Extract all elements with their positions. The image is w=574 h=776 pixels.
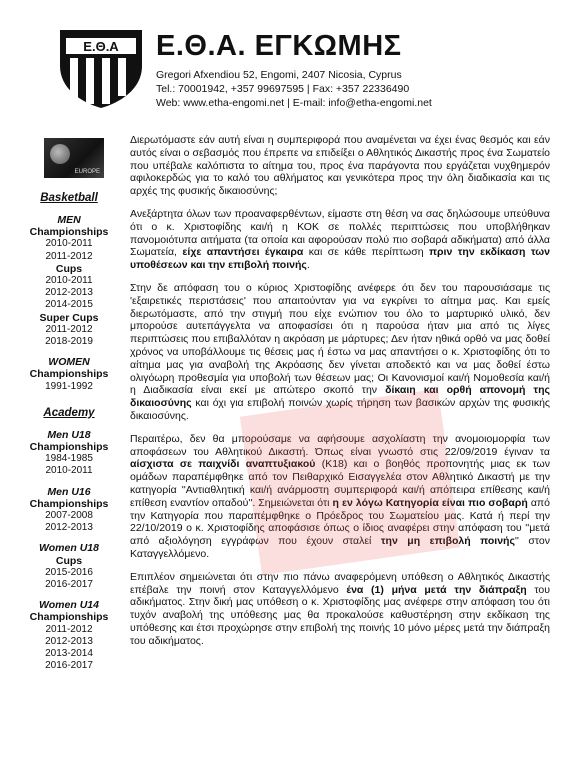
honours-group	[14, 429, 124, 478]
honours-season: 2010-2011	[45, 275, 93, 287]
emphasized-text: ένα (1) μήνα μετά την διάπραξη	[346, 583, 527, 596]
club-name: Ε.Θ.Α. ΕΓΚΩΜΗΣ	[156, 30, 402, 62]
emphasized-text: την μη επιβολή ποινής	[380, 535, 515, 548]
logo-caption: EUROPE	[74, 169, 100, 175]
honours-category: Championships	[29, 368, 109, 381]
honours-category: Championships	[29, 441, 109, 454]
body-paragraph	[130, 282, 550, 423]
body-paragraph	[130, 571, 550, 648]
honours-season: 2014-2015	[45, 299, 93, 311]
paragraph-text: '' στον Καταγγελλόμενο.	[130, 535, 550, 560]
honours-group-title: Women U18	[39, 542, 99, 555]
honours-group	[14, 486, 124, 535]
honours-sidebar	[14, 138, 124, 681]
paragraph-text: (Κ18) και ο βοηθός προπονητής μιας εκ των ομάδων παραπέμφθηκε από τον Πειθαρχικό Εισαγγελέα στον Αθλητικό Δικαστή με την κατηγορία ''Αντιαθλητική και/ή ανάρμοστη συμπεριφορά και/ή απόπειρα επίθεσης και/ή επίθεση εναντίον οπαδού''. Σημειώνεται ότι	[130, 458, 550, 509]
honours-group	[14, 356, 124, 393]
paragraph-text: από την Κατηγορία που παραπέμφθηκε ο Πρόεδρος του Σωματείου μας. Κατά ή περί την 22/10/2019 ο κ. Χριστοφίδης αποφάσισε όπως ο ίδιος αναφέρει στην απόφαση του ''μετά από αξιολόγηση εγγράφων που έχουν σταλεί	[130, 496, 551, 548]
address-line: Gregori Afxendiou 52, Engomi, 2407 Nicosia, Cyprus	[156, 69, 402, 81]
honours-season: 2012-2013	[45, 522, 93, 534]
emphasized-text: αίσχιστα σε παιχνίδι αναπτυξιακού	[130, 458, 316, 471]
phone-line: Tel.: 70001942, +357 99697595 | Fax: +357 22336490	[156, 83, 410, 95]
club-crest-logo	[56, 26, 146, 110]
web-email-line: Web: www.etha-engomi.net | E-mail: info@etha-engomi.net	[156, 97, 432, 109]
honours-season: 2010-2011	[45, 465, 93, 477]
honours-season: 2016-2017	[45, 660, 93, 672]
sidebar-section-title: Basketball	[40, 192, 98, 204]
honours-season: 2010-2011	[45, 238, 93, 250]
honours-season: 2011-2012	[45, 323, 93, 335]
honours-season: 2016-2017	[45, 579, 93, 591]
paragraph-text: του αδικήματος. Στην δική μας υπόθεση ο κ. Χριστοφίδης μας ανέφερε στην απόφαση του ότι τυχόν αναβολή της υπόθεσης μας θα προκαλούσε καθυστέρηση στην εκδίκαση της υπόθεσης και έτσι προχώρησε στην επιβολή της ποινής 10 μόνο μέρες μετά την διάπραξη του αδικήματος.	[130, 583, 550, 647]
letterhead	[56, 26, 556, 116]
honours-season: 2011-2012	[45, 623, 93, 635]
honours-group-title: WOMEN	[48, 356, 90, 369]
honours-season: 2011-2012	[45, 250, 93, 262]
honours-category: Cups	[55, 554, 83, 567]
paragraph-text: Περαιτέρω, δεν θα μπορούσαμε να αφήσουμε ασχολίαστη την ανομοιομορφία των αποφάσεων του Αθλητικού Δικαστή. Όπως είναι γνωστό στις 22/09/2019 έγιναν τα	[130, 432, 550, 458]
crest-text: Ε.Θ.Α	[83, 39, 119, 54]
paragraph-text: Ανεξάρτητα όλων των προαναφερθέντων, είμαστε στη θέση να σας δηλώσουμε υπεύθυνα ότι ο κ. Χριστοφίδης και/ή η ΚΟΚ σε πολλές περιπτώσεις που υποβλήθηκαν πανομοιότυπα αιτήματα (τα οποία και αφορούσαν πολύ πιο σοβαρά αδικήματα) από άλλα Σωματεία,	[130, 207, 550, 259]
honours-category: Super Cups	[39, 311, 99, 324]
honours-category: Championships	[29, 226, 109, 239]
body-paragraph	[130, 208, 550, 272]
body-paragraph	[130, 433, 550, 561]
honours-group-title: Men U18	[47, 428, 91, 441]
honours-season: 2015-2016	[45, 566, 93, 578]
honours-group	[14, 542, 124, 591]
honours-category: Championships	[29, 611, 109, 624]
honours-group-title: Women U14	[39, 599, 99, 612]
emphasized-text: η εν λόγω Κατηγορία είναι πιο σοβαρή	[332, 496, 528, 509]
fiba-europe-logo	[44, 138, 104, 178]
honours-group	[14, 599, 124, 672]
honours-season: 1991-1992	[45, 380, 93, 392]
sidebar-sections	[14, 192, 124, 673]
paragraph-text: και σε κάθε περίπτωση	[303, 246, 429, 259]
basketball-icon	[50, 144, 70, 164]
emphasized-text: πριν την εκδίκαση των υποθέσεων και την επιβολή ποινής	[130, 246, 551, 272]
honours-season: 2013-2014	[45, 648, 93, 660]
honours-category: Championships	[29, 497, 109, 510]
honours-group-title: MEN	[57, 214, 81, 226]
paragraph-text: Διερωτόμαστε εάν αυτή είναι η συμπεριφορά που αναμένεται να έχει ένας θεσμός και εάν αυτός είναι ο σεβασμός που έπρεπε να επιδείξει ο Αθλητικός Δικαστής προς ένα Σωματείο που υπέβαλε καλόπιστα το αίτημα του, προς ένα παράγοντα που εργάζεται νυχθημερόν αφιλοκερδώς για το καλό του αθλήματος και γενικότερα προς την όλη διαδικασία και τις αρχές της φυσικής δικαιοσύνης;	[130, 134, 550, 198]
paragraph-text: .	[306, 259, 310, 272]
emphasized-text: δίκαιη και ορθή απονομή της δικαιοσύνης	[130, 384, 550, 410]
emphasized-text: είχε απαντήσει έγκαιρα	[182, 246, 304, 259]
honours-group	[14, 214, 124, 348]
honours-season: 2018-2019	[45, 336, 93, 348]
sidebar-section-title: Academy	[43, 406, 95, 419]
honours-category: Cups	[55, 262, 83, 275]
honours-season: 2007-2008	[45, 510, 93, 522]
paragraph-text: Επιπλέον σημειώνεται ότι στην πιο πάνω αναφερόμενη υπόθεση ο Αθλητικός Δικαστής επέβαλε την ποινή στον Καταγγελλόμενο	[130, 570, 550, 596]
body-paragraph	[130, 134, 550, 198]
paragraph-text: Στην δε απόφαση του ο κύριος Χριστοφίδης ανέφερε ότι δεν του παρουσιάσαμε τις 'εξαιρετικές περιστάσεις' που απαιτούνταν για να εγκρίνει το αίτημα μας. Και εμείς διερωτόμαστε, από την στιγμή που είχε ενώπιον του όλο το μαρτυρικό υλικό, δεν μπορούσε αυτεπάγγελτα να αποφασίσει ότι η παρούσα ήταν μια από τις λίγες περιπτώσεις που επιβαλλόταν η ακρόαση με μάρτυρες; Δεν ήταν ηθικά ορθό να μας δοθεί χρόνος να υποβάλλουμε τις θέσεις μας ή έστω να μας απαντήσει ο κ. Χριστοφίδης ότι το αίτημα μας για αναβολή της Ακρόασης δεν γίνεται αποδεκτό και να μας δοθεί έστω ολιγόωρη προθεσμία για υποβολή των θέσεων μας; Οι Κανονισμοί και/ή Νομοθεσία και/ή η Διαδικασία είναι εκεί με απώτερο σκοπό την	[130, 281, 550, 397]
contact-block	[156, 68, 432, 110]
letter-body	[130, 134, 550, 657]
honours-group-title: Men U16	[47, 485, 91, 498]
paragraph-text: και όχι για επιβολή ποινών χωρίς τήρηση των βασικών αρχών της φυσικής δικαιοσύνης.	[130, 397, 550, 422]
honours-season: 2012-2013	[45, 635, 93, 647]
honours-season: 2012-2013	[45, 287, 93, 299]
honours-season: 1984-1985	[45, 453, 93, 465]
